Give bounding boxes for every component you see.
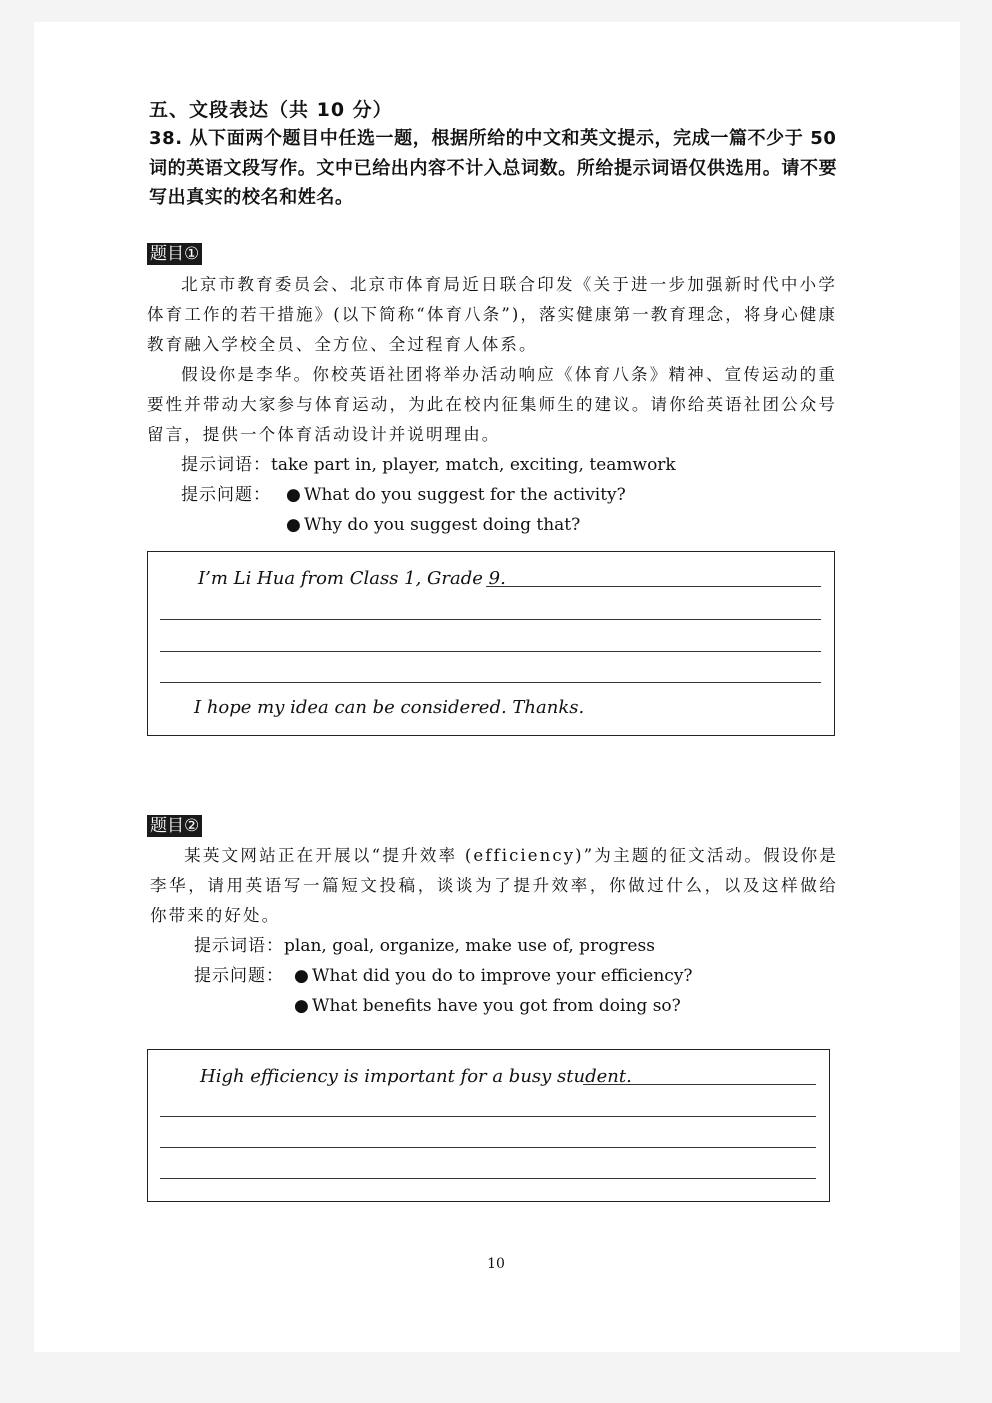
section-instruction: 38. 从下面两个题目中任选一题，根据所给的中文和英文提示，完成一篇不少于 50 词的英语文段写作。文中已给出内容不计入总词数。所给提示词语仅供选用。请不要写出真实的校名和姓名。	[149, 128, 838, 208]
topic-1-question-1	[286, 480, 626, 510]
writing-line	[160, 1116, 816, 1117]
question-text: What benefits have you got from doing so?	[312, 996, 681, 1016]
writing-line	[160, 682, 821, 683]
hint-words-label: 提示词语：	[194, 936, 284, 956]
topic-1-paragraph-1	[147, 270, 837, 360]
topic-1-paragraph-1-text: 北京市教育委员会、北京市体育局近日联合印发《关于进一步加强新时代中小学体育工作的若干措施》(以下简称“体育八条”)，落实健康第一教育理念，将身心健康教育融入学校全员、全方位、全过程育人体系。	[147, 275, 837, 354]
topic-1-hint-questions	[181, 480, 271, 510]
bullet-icon: ●	[286, 515, 301, 535]
topic-2-hint-words	[194, 931, 655, 961]
topic-2-paragraph-1	[150, 841, 838, 931]
topic-1-writing-box[interactable]	[147, 551, 835, 736]
bullet-icon: ●	[294, 996, 309, 1016]
question-text: What do you suggest for the activity?	[304, 485, 626, 505]
topic-2-tag: 题目②	[147, 815, 202, 837]
topic-1-tag-wrap	[147, 243, 202, 265]
hint-questions-label: 提示问题：	[194, 966, 284, 986]
bullet-icon: ●	[286, 485, 301, 505]
topic-2-hint-questions	[194, 961, 284, 991]
page-number: 10	[487, 1256, 505, 1272]
hint-words: plan, goal, organize, make use of, progress	[284, 936, 655, 956]
topic-2-tag-wrap	[147, 815, 202, 837]
writing-line	[160, 1178, 816, 1179]
topic-1-tag: 题目①	[147, 243, 202, 265]
writing-line	[486, 586, 821, 587]
topic-1-paragraph-2	[147, 360, 837, 450]
writing-line	[160, 619, 821, 620]
writing-line	[160, 651, 821, 652]
hint-questions-label: 提示问题：	[181, 485, 271, 505]
topic-2-question-2	[294, 991, 681, 1021]
topic-2-question-1	[294, 961, 693, 991]
bullet-icon: ●	[294, 966, 309, 986]
topic-2-paragraph-1-text: 某英文网站正在开展以“提升效率 (efficiency)”为主题的征文活动。假设你是李华，请用英语写一篇短文投稿，谈谈为了提升效率，你做过什么，以及这样做给你带来的好处。	[150, 846, 838, 925]
topic-1-box-start: I’m Li Hua from Class 1, Grade 9.	[198, 568, 506, 589]
hint-words-label: 提示词语：	[181, 455, 271, 475]
writing-line	[583, 1084, 816, 1085]
hint-words: take part in, player, match, exciting, teamwork	[271, 455, 676, 475]
writing-line	[160, 1147, 816, 1148]
topic-2-writing-box[interactable]	[147, 1049, 830, 1202]
question-text: What did you do to improve your efficiency?	[312, 966, 693, 986]
section-title: 五、文段表达（共 10 分）	[149, 99, 393, 121]
topic-1-paragraph-2-text: 假设你是李华。你校英语社团将举办活动响应《体育八条》精神、宣传运动的重要性并带动大家参与体育运动，为此在校内征集师生的建议。请你给英语社团公众号留言，提供一个体育活动设计并说明理由。	[147, 365, 837, 444]
topic-1-hint-words	[181, 450, 676, 480]
question-text: Why do you suggest doing that?	[304, 515, 581, 535]
topic-2-box-start: High efficiency is important for a busy student.	[200, 1066, 632, 1087]
topic-1-question-2	[286, 510, 580, 540]
topic-1-box-end: I hope my idea can be considered. Thanks.	[194, 697, 585, 718]
